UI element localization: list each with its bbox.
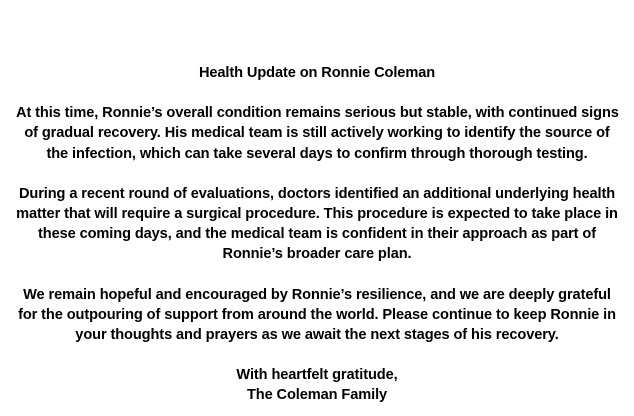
paragraph-condition: [16, 103, 618, 164]
health-statement: [16, 63, 618, 406]
closing-line: With heartfelt gratitude,: [236, 367, 398, 384]
paragraph-line: matter that will require a surgical procedure. This procedure is expected to take place in: [16, 206, 618, 223]
paragraph-line: At this time, Ronnie’s overall condition remains serious but stable, with continued signs: [16, 105, 619, 122]
paragraph-gratitude: [16, 285, 618, 346]
statement-title: [16, 63, 618, 83]
paragraph-line: for the outpouring of support from around the world. Please continue to keep Ronnie in: [18, 306, 616, 323]
paragraph-line: Ronnie’s broader care plan.: [222, 246, 412, 263]
paragraph-line: During a recent round of evaluations, doctors identified an additional underlying health: [18, 185, 616, 202]
paragraph-line: of gradual recovery. His medical team is still actively working to identify the source of: [24, 125, 610, 142]
paragraph-line: the infection, which can take several days to confirm through thorough testing.: [46, 145, 588, 162]
paragraph-line: your thoughts and prayers as we await the next stages of his recovery.: [75, 327, 559, 344]
paragraph-line: these coming days, and the medical team is confident in their approach as part of: [38, 226, 596, 243]
title-line: Health Update on Ronnie Coleman: [198, 65, 436, 81]
signoff: [16, 365, 618, 405]
paragraph-line: We remain hopeful and encouraged by Ronnie’s resilience, and we are deeply grateful: [23, 286, 611, 303]
paragraph-procedure: [16, 184, 618, 265]
signature-line: The Coleman Family: [246, 387, 388, 404]
